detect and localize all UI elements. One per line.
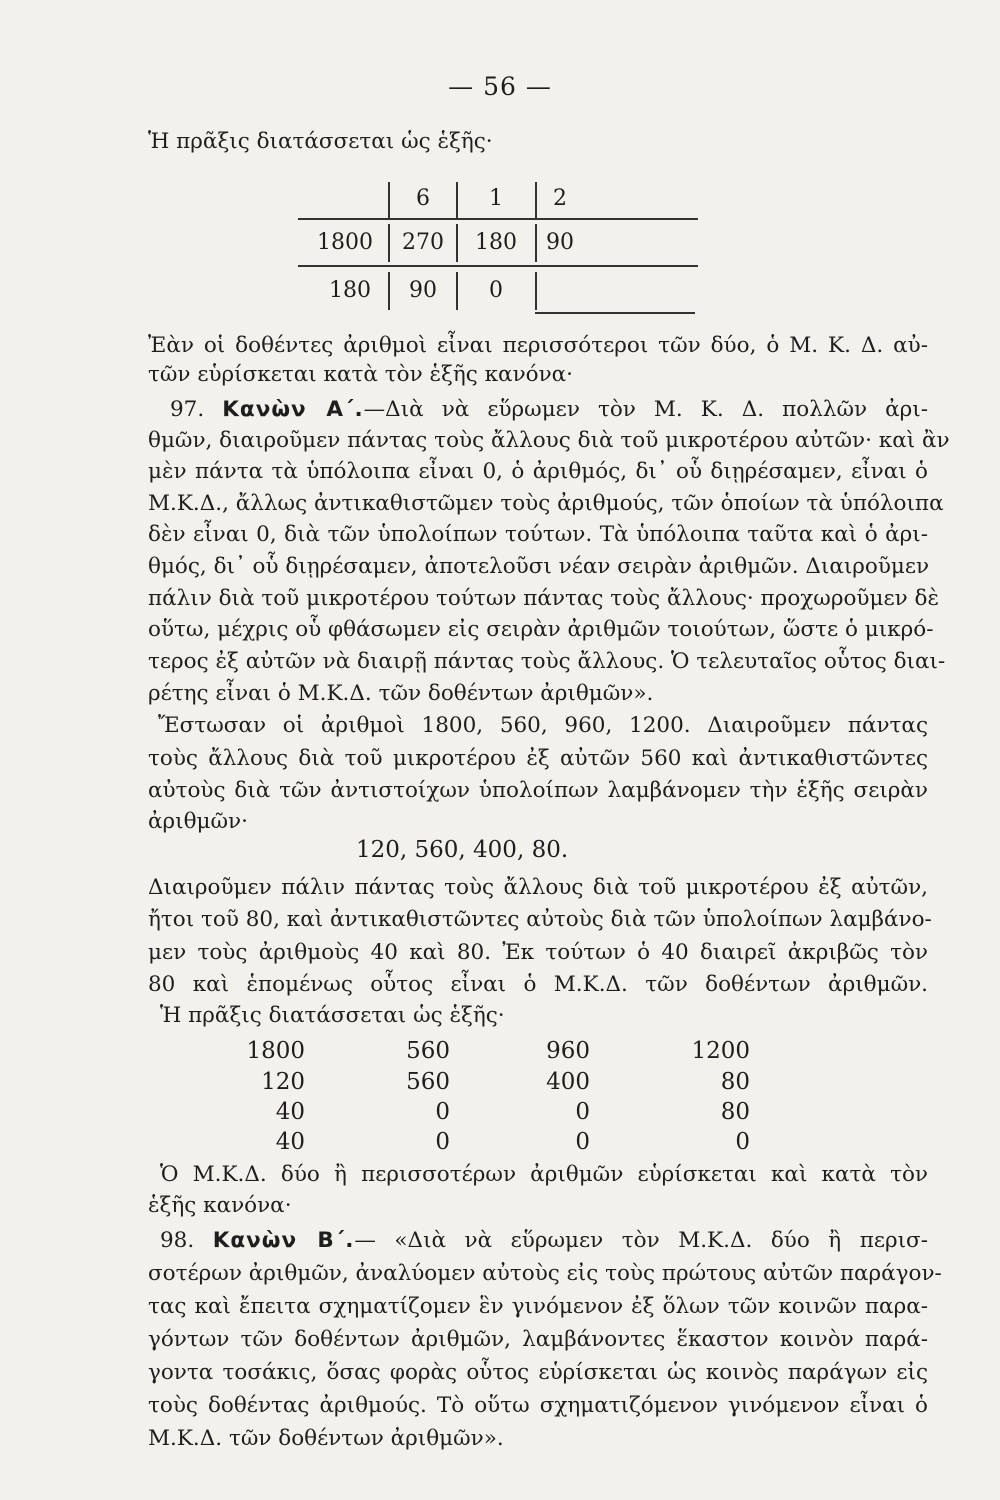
table2-cell: 120 — [261, 1069, 305, 1095]
table1-divider — [456, 182, 458, 218]
text-line: ἑξῆς κανόνα· — [148, 1193, 292, 1218]
rule-97-number: 97. — [170, 397, 205, 422]
text-line: θμός, δι᾽ οὗ διῃρέσαμεν, ἀποτελοῦσι νέαν σειρὰν ἀριθμῶν. Διαιροῦμεν — [148, 554, 930, 579]
table2-cell: 1800 — [246, 1038, 305, 1064]
text-line: ἀριθμῶν· — [148, 809, 248, 834]
table2-cell: 80 — [720, 1099, 750, 1125]
table1-divider — [388, 272, 390, 310]
table1-divider — [535, 224, 537, 262]
text-line: γοντα τοσάκις, ὅσας φορὰς οὗτος εὑρίσκεται ὡς κοινὸς παράγων εἰς — [148, 1360, 928, 1385]
text-line: μεν τοὺς ἀριθμοὺς 40 καὶ 80. Ἐκ τούτων ὁ 40 διαιρεῖ ἀκριβῶς τὸν — [148, 940, 928, 965]
rule-98-heading — [160, 1227, 928, 1255]
table2-cell: 80 — [720, 1069, 750, 1095]
table2-cell: 40 — [275, 1099, 305, 1125]
text-line: τοὺς δοθέντας ἀριθμούς. Τὸ οὕτω σχηματιζόμενον γινόμενον εἶναι ὁ — [148, 1393, 928, 1418]
text-line: Διαιροῦμεν πάλιν πάντας τοὺς ἄλλους διὰ τοῦ μικροτέρου ἐξ αὐτῶν, — [148, 875, 928, 900]
table2-cell: 40 — [275, 1129, 305, 1155]
table1-cell: 180 — [475, 230, 517, 255]
text-line: Ἐὰν οἱ δοθέντες ἀριθμοὶ εἶναι περισσότεροι τῶν δύο, ὁ Μ. Κ. Δ. αὐ- — [148, 333, 928, 358]
table2-cell: 0 — [575, 1129, 590, 1155]
text-line: σοτέρων ἀριθμῶν, ἀναλύομεν αὐτοὺς εἰς τοὺς πρώτους αὐτῶν παράγον- — [148, 1261, 942, 1286]
table2-cell: 1200 — [691, 1038, 750, 1064]
table1-divider — [388, 224, 390, 262]
table2-cell: 960 — [546, 1038, 590, 1064]
table1-divider — [388, 182, 390, 218]
table1-cell: 90 — [546, 230, 574, 255]
text-line: Ἔστωσαν οἱ ἀριθμοὶ 1800, 560, 960, 1200. Διαιροῦμεν πάντας — [158, 713, 928, 738]
text-line: Μ.Κ.Δ., ἄλλως ἀντικαθιστῶμεν τοὺς ἀριθμούς, τῶν ὁποίων τὰ ὑπόλοιπα — [148, 491, 944, 516]
text-line: Ὁ Μ.Κ.Δ. δύο ἢ περισσοτέρων ἀριθμῶν εὑρίσκεται καὶ κατὰ τὸν — [160, 1162, 928, 1187]
table2-cell: 0 — [735, 1129, 750, 1155]
text-line: τερος ἐξ αὐτῶν νὰ διαιρῇ πάντας τοὺς ἄλλους. Ὁ τελευταῖος οὗτος διαι- — [148, 649, 946, 674]
text-line: πάλιν διὰ τοῦ μικροτέρου τούτων πάντας τοὺς ἄλλους· προχωροῦμεν δὲ — [148, 586, 939, 611]
text-line: δὲν εἶναι 0, διὰ τῶν ὑπολοίπων τούτων. Τὰ ὑπόλοιπα ταῦτα καὶ ὁ ἀρι- — [148, 522, 928, 547]
text-line: οὕτω, μέχρις οὗ φθάσωμεν εἰς σειρὰν ἀριθμῶν τοιούτων, ὥστε ὁ μικρό- — [148, 617, 934, 642]
rule-97-text: —Διὰ νὰ εὕρωμεν τὸν Μ. Κ. Δ. πολλῶν ἀρι- — [363, 397, 928, 422]
table1-cell: 270 — [402, 230, 444, 255]
page-number: — 56 — — [448, 72, 552, 101]
rule-98-title: Κανὼν Β΄. — [212, 1228, 355, 1253]
table1-divider — [456, 272, 458, 310]
table1-divider — [456, 224, 458, 262]
text-line: αὐτοὺς διὰ τῶν ἀντιστοίχων ὑπολοίπων λαμβάνομεν τὴν ἑξῆς σειρὰν — [148, 778, 928, 803]
text-line: θμῶν, διαιροῦμεν πάντας τοὺς ἄλλους διὰ τοῦ μικροτέρου αὐτῶν· καὶ ἂν — [148, 428, 950, 453]
table1-divider — [535, 272, 537, 310]
rule-97-title: Κανὼν Α΄. — [222, 397, 364, 422]
text-line: 80 καὶ ἑπομένως οὗτος εἶναι ὁ Μ.Κ.Δ. τῶν δοθέντων ἀριθμῶν. — [148, 972, 928, 997]
table1-cell: 180 — [329, 278, 371, 303]
table2-cell: 0 — [435, 1099, 450, 1125]
text-line: τοὺς ἄλλους διὰ τοῦ μικροτέρου ἐξ αὐτῶν 560 καὶ ἀντικαθιστῶντες — [148, 746, 928, 771]
table1-cell: 2 — [553, 186, 567, 211]
table2-cell: 560 — [406, 1038, 450, 1064]
text-line: τῶν εὑρίσκεται κατὰ τὸν ἑξῆς κανόνα· — [148, 362, 574, 387]
table2-cell: 560 — [406, 1069, 450, 1095]
text-line: ρέτης εἶναι ὁ Μ.Κ.Δ. τῶν δοθέντων ἀριθμῶν». — [148, 681, 654, 706]
table2-cell: 0 — [435, 1129, 450, 1155]
table1-rule — [298, 218, 698, 220]
number-series: 120, 560, 400, 80. — [356, 837, 569, 863]
table1-divider — [535, 182, 537, 218]
table1-cell: 0 — [489, 278, 503, 303]
text-line: μὲν πάντα τὰ ὑπόλοιπα εἶναι 0, ὁ ἀριθμός, δι᾽ οὗ διῃρέσαμεν, εἶναι ὁ — [148, 459, 928, 484]
rule-98-text: — «Διὰ νὰ εὕρωμεν τὸν Μ.Κ.Δ. δύο ἢ περισ- — [354, 1228, 928, 1253]
table1-cell: 90 — [409, 278, 437, 303]
table1-cell: 6 — [416, 186, 430, 211]
table1-rule — [298, 265, 698, 267]
table2-cell: 400 — [546, 1069, 590, 1095]
intro-line-1: Ἡ πρᾶξις διατάσσεται ὡς ἑξῆς· — [148, 129, 493, 154]
text-line: Μ.Κ.Δ. τῶν δοθέντων ἀριθμῶν». — [148, 1426, 504, 1451]
text-line: γόντων τῶν δοθέντων ἀριθμῶν, λαμβάνοντες ἕκαστον κοινὸν παρά- — [148, 1327, 928, 1352]
text-line: τας καὶ ἔπειτα σχηματίζομεν ἓν γινόμενον ἐξ ὅλων τῶν κοινῶν παρα- — [148, 1294, 928, 1319]
text-line: ἤτοι τοῦ 80, καὶ ἀντικαθιστῶντες αὐτοὺς διὰ τῶν ὑπολοίπων λαμβάνο- — [148, 907, 932, 932]
table1-cell: 1800 — [317, 230, 373, 255]
intro-line-2: Ἡ πρᾶξις διατάσσεται ὡς ἑξῆς· — [160, 1003, 505, 1028]
table2-cell: 0 — [575, 1099, 590, 1125]
table1-cell: 1 — [489, 186, 503, 211]
table1-rule — [535, 312, 695, 314]
rule-97-heading — [170, 396, 928, 424]
rule-98-number: 98. — [160, 1228, 195, 1253]
